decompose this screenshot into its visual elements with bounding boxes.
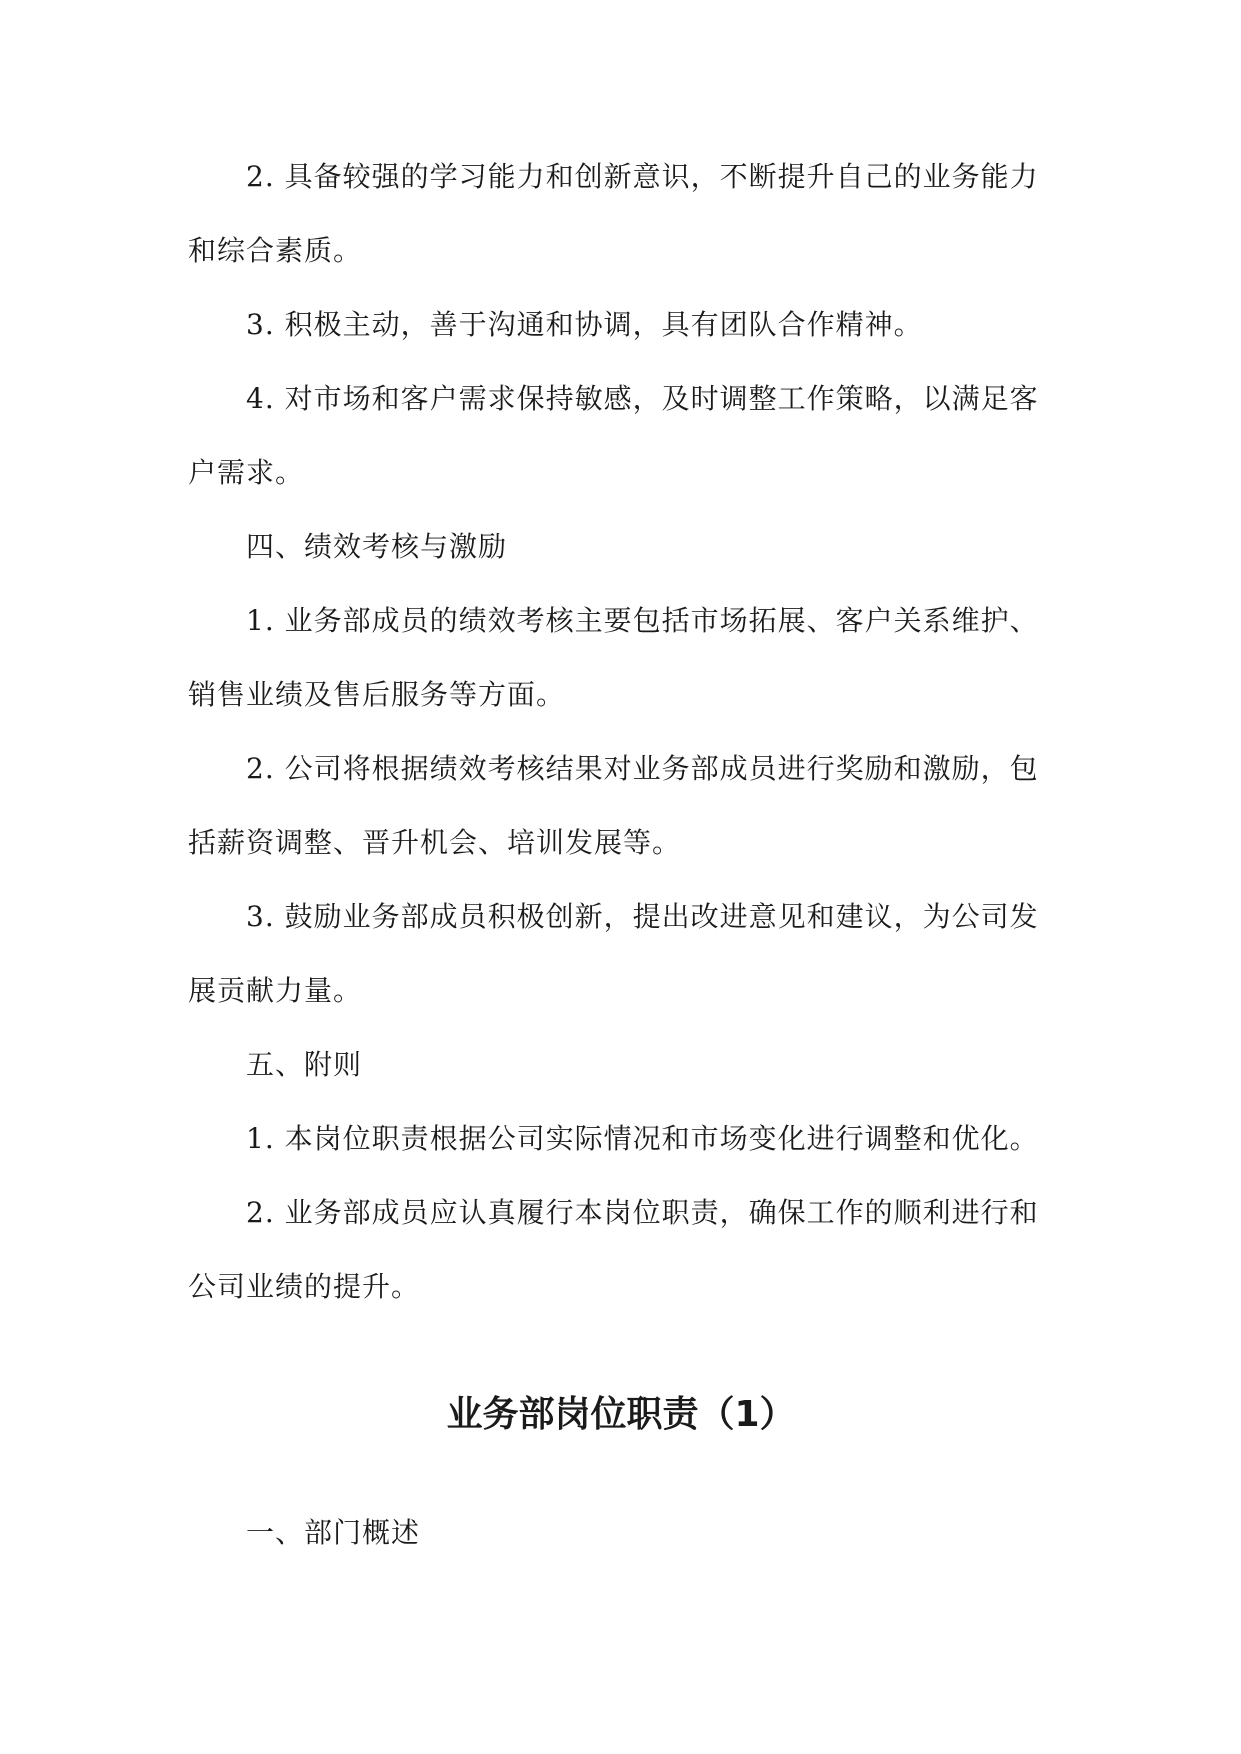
heading-performance: 四、绩效考核与激励 — [246, 530, 508, 563]
document-page — [188, 140, 1054, 1570]
paragraph-teamwork: 3. 积极主动，善于沟通和协调，具有团队合作精神。 — [246, 308, 923, 341]
section-title: 业务部岗位职责（1） — [446, 1394, 796, 1435]
paragraph-market-sensitivity: 4. 对市场和客户需求保持敏感，及时调整工作策略，以满足客户需求。 — [188, 382, 1039, 489]
paragraph-innovation: 3. 鼓励业务部成员积极创新，提出改进意见和建议，为公司发展贡献力量。 — [188, 900, 1039, 1007]
paragraph-fulfill-duties: 2. 业务部成员应认真履行本岗位职责，确保工作的顺利进行和公司业绩的提升。 — [188, 1196, 1039, 1303]
paragraph-assessment-scope: 1. 业务部成员的绩效考核主要包括市场拓展、客户关系维护、销售业绩及售后服务等方面。 — [188, 604, 1039, 711]
section-spacer — [188, 1440, 1054, 1496]
paragraph-adjustment: 1. 本岗位职责根据公司实际情况和市场变化进行调整和优化。 — [246, 1122, 1039, 1155]
paragraph-rewards: 2. 公司将根据绩效考核结果对业务部成员进行奖励和激励，包括薪资调整、晋升机会、培训发展等。 — [188, 752, 1039, 859]
paragraph-learning-ability: 2. 具备较强的学习能力和创新意识，不断提升自己的业务能力和综合素质。 — [188, 160, 1039, 267]
heading-department-overview: 一、部门概述 — [246, 1516, 421, 1549]
heading-supplementary: 五、附则 — [246, 1048, 363, 1081]
section-spacer — [188, 1324, 1054, 1390]
